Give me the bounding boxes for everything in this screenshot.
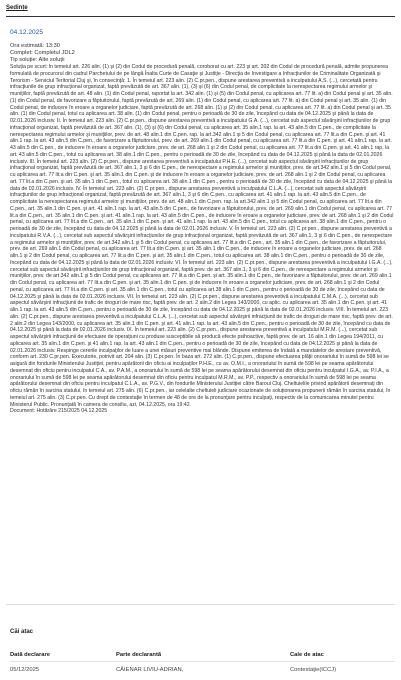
- panel: Complet: Completul JDL2: [10, 50, 75, 57]
- header-appeal: Cale de atac: [290, 652, 324, 658]
- separator: [6, 604, 395, 605]
- hearing-meta: [10, 43, 75, 64]
- header-party: Parte declarantă: [116, 652, 162, 658]
- appeals-title: Căi atac: [10, 629, 34, 635]
- cell-date: 05/12/2025: [10, 667, 40, 673]
- document-ref: Document: Hotărâre 215/2025 04.12.2025: [10, 408, 108, 415]
- section-divider: [6, 16, 395, 17]
- solution-text: [10, 64, 394, 560]
- cell-appeal: Contestaţie(ICCJ): [290, 667, 337, 673]
- cell-party: CĂIENAR LIVIU-ADRIAN,: [116, 667, 184, 673]
- solution-type: Tip soluție: Alte soluții: [10, 57, 65, 64]
- section-title: Ședințe: [6, 5, 28, 11]
- estimated-time: Ora estimată: 13:30: [10, 43, 60, 49]
- header-date: Dată declarare: [10, 652, 50, 658]
- solution-summary: Soluția pe scurt: În temeiul art. 226 alin. (1) şi (2) din Codul de procedură penală, coroborat cu art. 223 şi art. 202 din Codul de procedură penală, admite propunerea formulată de procurorul din cadrul Parchetului de pe lângă Înalta Curte de Casaţie şi Justiţie - Direcţia de Investigare a Infracţiunilor de Criminalitate Organizată şi Terorism - Serviciul Teritorial Cluj şi, în consecinţă: 1. În temeiul art. 223 alin. (2) C.pr.pen., dispune arestarea preventivă a inculpatului A.S. (...), cercetată pentru infracţiunile de grup infracţional organizat, faptă prevăzută de art. 367 alin. (1), (3) şi (6) din Codul penal, de complicitate la nerespectarea regimului armelor şi muniţiilor, faptă prevăzută de art. 48 alin. (1) din Codul penal, raportat la art. 342 alin. (1) şi (5) din Codul penal, cu aplicarea art. 77 lit. a) din Codul penal şi art. 35 alin. (1) din Codul penal, de favorizare a făptuitorului, faptă prevăzută de art. 269 alin. (1) din Codul penal, cu aplicarea art. 77 lit. a) din Codul penal şi art. 35 alin. (1) din Codul penal, de inducere în eroare a organelor judiciare, faptă prevăzută de art. 268 alin. (1) şi (2) din Codul penal, cu aplicarea art. 77 lit. a) din Codul penal şi art. 35 alin. (1) din Codul penal, totul cu aplicarea art. 38 alin. (1) din Codul penal, pentru o perioadă de 30 de zile, începând cu data de 04.12.2025 şi până la data de 02.01.2026 inclusiv. II. În temeiul art. 223 alin. (2) C.pr.pen., dispune arestarea preventivă a inculpatului G.A. (...), cercetat sub aspectul săvârşirii infracţiunilor de grup infracţional organizat, faptă prevăzută de art. 367 alin. (1), (3) şi (6) din Codul penal, cu aplicarea art. 35 alin.1 rap. la art. 43 alin.5 din C.pen., de complicitate la nerespectarea regimului armelor şi muniţiilor, prev. de art. 48 alin.1 din C.pen. rap. la art.342 alin.1 şi 5 din Codul penal, cu aplicarea art. 77 lit.a din C.pen. şi art. 41 alin.1 rap. la art. 43 alin.5 din C.pen., de favorizare a făptuitorului, prev. de art. 269 alin.1 din Codul penal, cu aplicarea art. 77 lit.a din C.pen. şi art. 41 alin.1 rap. la art. 43 alin.5 din C.pen., de inducere în eroare a organelor judiciare, prev. de art. 268 alin.1 şi 2 din Codul penal, cu aplicarea art. 77 lit.a din C.pen. şi art. 41 alin.1 rap. la art. 43 alin.5 din C.pen., totul cu aplicarea art. 38 alin.1 din C.pen., pentru o perioadă de 30 de zile, începând cu data de 04.12.2025 şi până la data de 02.01.2026 inclusiv. III. În temeiul art. 223 alin. (2) C.pr.pen., dispune arestarea preventivă a inculpatului P.H.E. (...), cercetat sub aspectul săvârşirii infracţiunilor de grup infracţional organizat, faptă prevăzută de art. 367 alin.1, 3 şi 6 din C.pen., de nerespectare a regimului armelor şi muniţiilor, prev. de art.342 alin.1 şi 5 din Codul penal, cu aplicarea art. 77 lit.a din C.pen. şi art. 35 alin.1 din C.pen. şi de inducere în eroare a organelor judiciare, prev. de art. 268 alin.1 şi 2 din Codul penal, cu aplicarea art. 77 lit.a din C.pen. şi art. 35 alin.1 din C.pen., totul cu aplicarea art. 38 alin.1 din C.pen., pentru o perioadă de 30 de zile, începând cu data de 04.12.2025 şi până la data de 02.01.2026 inclusiv. IV. În temeiul art. 223 alin. (2) C.pr.pen., dispune arestarea preventivă a inculpatului C.L.A. (...), cercetat sub aspectul săvârşirii infracţiunilor de grup infracţional organizat, faptă prevăzută de art. 367 alin.1, 3 şi 6 din C.pen., cu aplicarea art. 41 alin.1 rap. la art. 43 alin.5 din C.pen., de complicitate la nerespectarea regimului armelor şi muniţiilor, prev. de art. 48 alin.1 din C.pen. rap. la art.342 alin.1 şi 5 din Codul penal, cu aplicarea art. 77 lit.a din C.pen., art. 35 alin.1 din C.pen. şi art. 41 alin.1 rap. la art. 43 alin.5 din C.pen., de favorizare a făptuitorului, prev. de art. 269 alin.1 din Codul penal, cu aplicarea art. 77 lit.a din C.pen., art. 35 alin.1 din C.pen. şi art. 41 alin.1 rap. la art. 43 alin.5 din C.pen., de inducere în eroare a organelor judiciare, prev. de art. 268 alin.1 şi 2 din Codul penal, cu aplicarea art. 77 lit.a din C.pen., art. 35 alin.1 din C.pen. şi art. 41 alin.1 rap. la art. 43 alin.5 din C.pen., totul cu aplicarea art. 38 alin.1 din C.pen., pentru o perioadă de 30 de zile, începând cu data de 04.12.2025 şi până la data de 02.01.2026 inclusiv. V. În temeiul art. 223 alin. (2) C.pr.pen., dispune arestarea preventivă a inculpatului R.V.A. (...), cercetat sub aspectul săvârşirii infracţiunilor de grup infracţional organizat, faptă prevăzută de art. 367 alin.1, 3 şi 6 din C.pen., de nerespectare a regimului armelor şi muniţiilor, prev. de art.342 alin.1 şi 5 din Codul penal, cu aplicarea art. 77 lit.a din C.pen., art. 35 alin.1 din C.pen., de favorizare a făptuitorului, prev. de art. 269 alin.1 din Codul penal, cu aplicarea art. 77 lit.a din C.pen. şi art. 35 alin.1 din C.pen., de inducere în eroare a organelor judiciare, prev. de art. 268 alin.1 şi 2 din Codul penal, cu aplicarea art. 77 lit.a din C.pen. şi art. 35 alin.1 din C.pen., totul cu aplicarea art. 38 alin.1 din C.pen., pentru o perioadă de 30 de zile, începând cu data de 04.12.2025 şi până la data de 02.01.2026 inclusiv. VI. În temeiul art. 223 alin. (2) C.pr.pen., dispune arestarea preventivă a inculpatului I.G.A. (...), cercetat sub aspectul săvârşirii infracţiunilor de grup infracţional organizat, faptă prev. de art. 367 alin.1, 3 şi 6 din C.pen., de nerespectare a regimului armelor şi muniţiilor, prev. de art.342 alin.1 şi 5 din Codul penal, cu aplicarea art. 77 lit.a din C.pen. şi art. 35 alin.1 din C.pen., de favorizare a făptuitorului, prev. de art. 269 alin.1 din Codul penal, cu aplicarea art. 77 lit.a din C.pen. şi art. 35 alin.1 din C.pen. şi de inducere în eroare a organelor judiciare, prev. de art. 268 alin.1 şi 2 din Codul penal, cu aplicarea art. 77 lit.a din C.pen. şi art. 35 alin.1 din C.pen., totul cu aplicarea art.38 alin.1 din C.pen., pentru o perioadă de 30 de zile, începând cu data de 04.12.2025 şi până la data de 02.01.2026 inclusiv. VII. În temeiul art. 223 alin. (2) C.pr.pen., dispune arestarea preventivă a inculpatului C.M.A. (...), cercetat sub aspectul săvârşirii infracţiunii de trafic de droguri de mare risc, faptă prev. de art. 2 alin.2 din Legea 143/2000, cu aplic. cu aplicarea art. 35 alin.1 din C.pen. şi art. 41 alin.1 rap. la art. 43 alin.5 din C.pen., pentru o perioadă de 30 de zile, începând cu data de 04.12.2025 şi până la data de 02.01.2026 inclusiv. VIII. În temeiul art. 223 alin. (2) C.pr.pen., dispune arestarea preventivă a inculpatului C.L.A. (...), cercetat sub aspectul săvârşirii infracţiunii de trafic de droguri de mare risc, faptă prev. de art. 2 alin.2 din Legea 143/2000, cu aplicarea art. 35 alin.1 din C.pen. şi art. 41 alin.1 rap. la art. 43 alin.5 din C.pen., pentru o perioadă de 30 de zile, începând cu data de 04.12.2025 şi până la data de 02.01.2026 inclusiv. IX. În temeiul art. 223 alin. (2) C.pr.pen., dispune arestarea preventivă a inculpatului M.R.M. (...), cercetat sub aspectul săvârşirii infracţiunii de efectuare de operaţiuni cu produse susceptibile să producă efecte psihoactive, faptă prev. de art. 16 alin.1 din Legea 194/2011, cu aplicarea art. 35 alin.1 din C.pen. şi 41 alin.1 rap. la art. 43 alin.1 din C.pen., pentru o perioadă de 30 de zile, începând cu data de 04.12.2025 şi până la data de 02.01.2026 inclusiv. Respinge cererile inculpaţilor de luare a unei măsuri preventive mai blânde. Dispune emiterea de îndată a mandatelor de arestare preventivă, conform art. 230 C.pr.pen. Executorie, potrivit art. 204 alin. (3) C.pr.pen. În baza art. 272 alin. (1) C.pr.pen., dispune efectuarea plăţii onorariului în sumă de 598 lei se asigură din fondurile Ministerului Justiţiei, pentru apărătorii din oficiu ai inculpaţilor P.H.E., cu av. O.M.I., a onorariului în sumă de 598 lei pe seama apărătorului desemnat din oficiu pentru inculpatul C.A., av. P.A.M., a onorariului în sumă de 598 lei pe seama apărătorului desemnat din oficiu pentru inculpatul I.G.A., av. P.I.A., a onorariului în sumă de 598 lei pe seama apărătorului desemnat din oficiu pentru inculpatul M.R.M., av. P.P., respectiv a onorariului în sumă de 598 lei pe seama apărătorului desemnat din oficiu pentru inculpatul C.L.A., av. P.G.V., din fondurile Ministerului Justiţiei către Baroul Cluj. Cheltuielile privind apărătorii desemnaţi din oficiu rămân în sarcina statului, în temeiul art. 275 alin. (6) C.pr.pen., iar celelalte cheltuieli judiciare ocazionate de soluţionarea propunerii rămân în sarcina statului, în temeiul art. 275 alin. (3) C.pr.pen. Cu drept de contestaţie în termen de 48 de ore de la pronunţare pentru inculpaţi, respectiv de la comunicarea minutei pentru Ministerul Public. Pronunţată în camera de consiliu, azi, 04.12.2025, ora 19:42.: [10, 64, 394, 408]
- hearing-date: 04.12.2025: [10, 29, 44, 36]
- table-header-rule: [10, 661, 395, 662]
